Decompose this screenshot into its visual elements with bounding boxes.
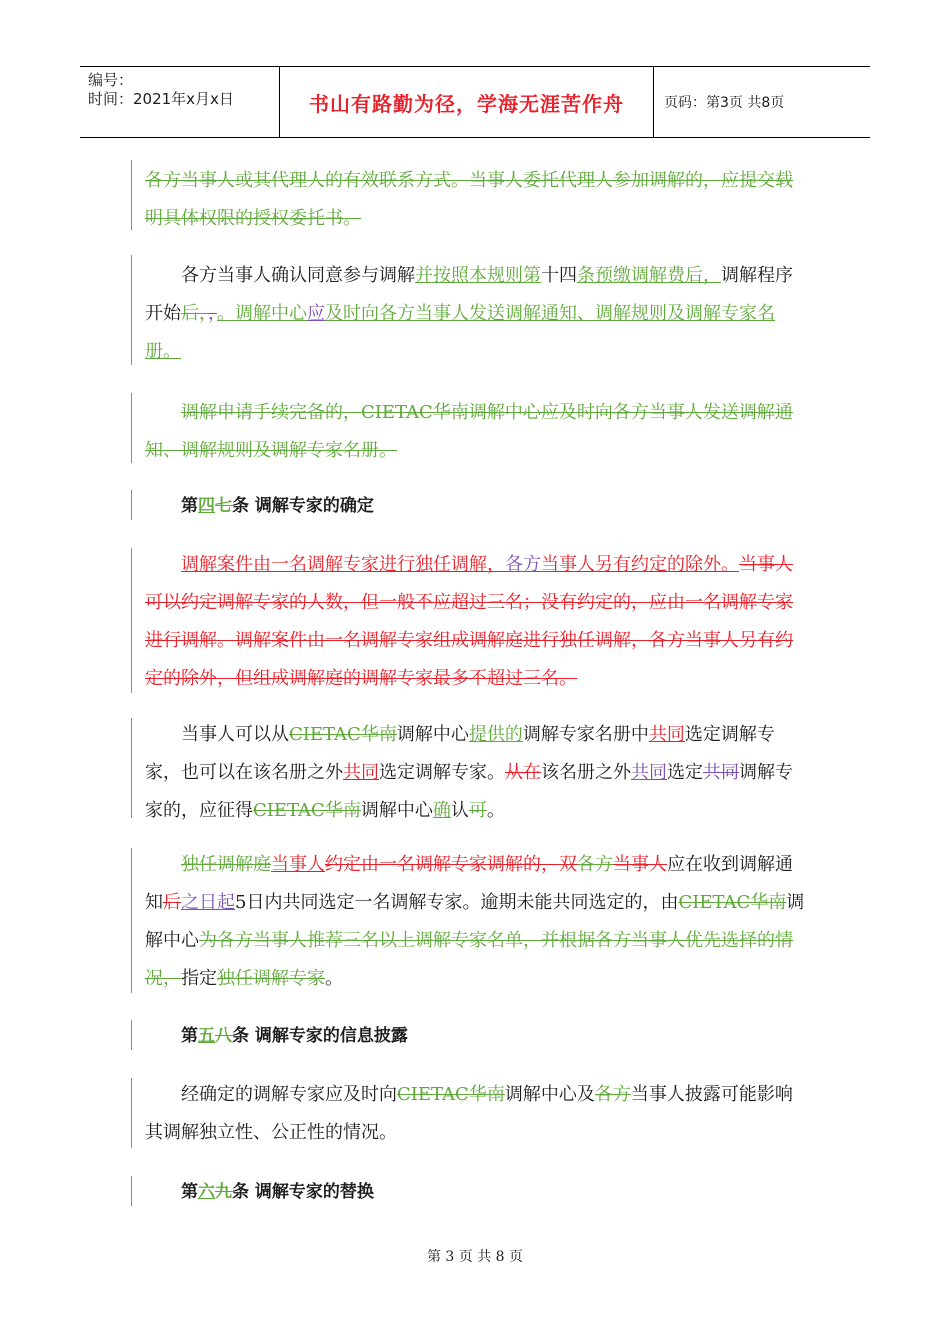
text: 第 bbox=[181, 496, 198, 516]
deleted-text: 各方当事人或其代理人的有效联系方式。当事人委托代理人参加调解的，应提交载明具体权限的授权委托书。 bbox=[145, 170, 793, 229]
text: 十四 bbox=[541, 265, 577, 286]
text: 该名册之外 bbox=[541, 762, 631, 783]
paragraph-select-expert bbox=[145, 716, 810, 830]
text: 调解中心 bbox=[145, 892, 805, 951]
text: 条 调解专家的信息披露 bbox=[232, 1026, 408, 1046]
text: 第 bbox=[181, 1182, 198, 1202]
change-bar bbox=[131, 848, 132, 993]
deleted-text: 各方 bbox=[577, 854, 613, 875]
text: 调解专家名册中 bbox=[522, 724, 649, 745]
deleted-text: CIETAC华南 bbox=[289, 724, 397, 745]
page-footer: 第 3 页 共 8 页 bbox=[426, 1249, 524, 1265]
inserted-text: 条预缴调解费后， bbox=[577, 265, 721, 286]
paragraph-joint-selection bbox=[145, 846, 810, 998]
inserted-text: 四 bbox=[198, 496, 215, 516]
deleted-text: 独任调解庭 bbox=[181, 854, 271, 875]
inserted-text: 及时向各方当事人发送调解通知、调解规则及调解专家名册。 bbox=[145, 303, 775, 362]
text: 指定 bbox=[181, 968, 217, 989]
change-bar bbox=[131, 1176, 132, 1206]
text: 认 bbox=[450, 800, 469, 821]
deleted-text: 后， bbox=[181, 303, 208, 324]
inserted-text: 当事人另有约定的除外。 bbox=[541, 554, 739, 575]
paragraph-procedure-start bbox=[145, 257, 810, 371]
change-bar bbox=[131, 160, 132, 230]
deleted-text: 双 bbox=[559, 854, 577, 875]
deleted-text: 共同 bbox=[703, 762, 739, 783]
deleted-text: 当事人可以约定调解专家的人数，但一般不应超过三名；没有约定的，应由一名调解专家进行调解。调解案件由一名调解专家组成调解庭进行独任调解，各方当事人另有约定的除外，但组成调解庭的调解专家最多不超过三名。 bbox=[145, 554, 793, 689]
text: 调解专家的，应征得 bbox=[145, 762, 793, 821]
inserted-text: 共同 bbox=[631, 762, 667, 783]
deleted-text: CIETAC华南 bbox=[397, 1084, 505, 1105]
deleted-text: 独任调解专家 bbox=[217, 968, 325, 989]
change-bar bbox=[131, 255, 132, 365]
text: 5日内共同选定一名调解专家。逾期未能共同选定的，由 bbox=[235, 892, 679, 913]
deleted-text: 约定由一名调解专家调解的， bbox=[325, 854, 559, 875]
deleted-text: 从在 bbox=[505, 762, 541, 783]
text: 各方当事人确认同意参与调解 bbox=[181, 265, 415, 286]
text: 经确定的调解专家应及时向 bbox=[181, 1084, 397, 1105]
paragraph-application-deleted bbox=[145, 394, 810, 470]
inserted-text: 当事人 bbox=[271, 854, 325, 875]
deleted-text: 七 bbox=[215, 496, 232, 516]
article-heading-replacement bbox=[181, 1173, 846, 1211]
text: 选定调解专家。 bbox=[379, 762, 505, 783]
text: 第 bbox=[181, 1026, 198, 1046]
paragraph-contact-deleted bbox=[145, 162, 810, 238]
deleted-text: 后 bbox=[163, 892, 181, 913]
change-bar bbox=[131, 1078, 132, 1148]
number-label: 编号： bbox=[88, 71, 134, 89]
inserted-text: 六 bbox=[198, 1182, 215, 1202]
deleted-text: 八 bbox=[215, 1026, 232, 1046]
inserted-text: 各方 bbox=[505, 554, 541, 575]
inserted-text: 提供的 bbox=[468, 724, 523, 745]
article-heading-disclosure bbox=[181, 1017, 846, 1055]
text: 选定 bbox=[667, 762, 703, 783]
change-bar bbox=[131, 490, 132, 520]
inserted-text: 共同 bbox=[648, 724, 685, 745]
paragraph-disclosure bbox=[145, 1076, 810, 1152]
change-bar bbox=[131, 718, 132, 818]
change-bar bbox=[131, 393, 132, 463]
text: 当事人可以从 bbox=[181, 724, 289, 745]
header-meta bbox=[80, 67, 280, 137]
inserted-text: 调解案件由一名调解专家进行独任调解， bbox=[181, 554, 505, 575]
text: 。 bbox=[486, 800, 505, 821]
date-label: 时间：2021年x月x日 bbox=[88, 90, 234, 108]
inserted-text: 确 bbox=[432, 800, 451, 821]
deleted-text: 调解申请手续完备的，CIETAC华南调解中心应及时向各方当事人发送调解通知、调解规则及调解专家名册。 bbox=[145, 402, 793, 461]
deleted-text: 当事人 bbox=[613, 854, 667, 875]
deleted-text: CIETAC华南 bbox=[253, 800, 361, 821]
deleted-text: ， bbox=[208, 303, 217, 324]
inserted-text: 五 bbox=[198, 1026, 215, 1046]
text: 调解程序开始 bbox=[145, 265, 793, 324]
inserted-text: 应 bbox=[307, 303, 325, 324]
text: 选定调解专家，也可以在该名册之外 bbox=[145, 724, 775, 783]
inserted-text: 共同 bbox=[343, 762, 379, 783]
deleted-text: 各方 bbox=[594, 1084, 631, 1105]
text: 条 调解专家的确定 bbox=[232, 496, 374, 516]
inserted-text: 之日起 bbox=[181, 892, 235, 913]
paragraph-sole-mediator bbox=[145, 546, 810, 698]
deleted-text: 可 bbox=[468, 800, 487, 821]
header-page-label: 页码：第3页 共8页 bbox=[664, 95, 785, 111]
deleted-text: 为各方当事人推荐三名以上调解专家名单，并根据各方当事人优先选择的情况， bbox=[145, 930, 793, 989]
deleted-text: 九 bbox=[215, 1182, 232, 1202]
text: 应在收到调解通知 bbox=[145, 854, 793, 913]
deleted-text: CIETAC华南 bbox=[678, 892, 787, 913]
inserted-text: 并按照本规则第 bbox=[415, 265, 541, 286]
article-heading-determination bbox=[181, 487, 846, 525]
text: 当事人披露可能影响其调解独立性、公正性的情况。 bbox=[145, 1084, 793, 1143]
header-motto: 书山有路勤为径，学海无涯苦作舟 bbox=[280, 67, 654, 137]
page-header bbox=[80, 66, 870, 138]
text: 调解中心及 bbox=[504, 1084, 595, 1105]
text: 调解中心 bbox=[360, 800, 433, 821]
inserted-text: 。调解中心 bbox=[217, 303, 307, 324]
text: 调解中心 bbox=[396, 724, 469, 745]
text: 。 bbox=[325, 968, 343, 989]
text: 条 调解专家的替换 bbox=[232, 1182, 374, 1202]
change-bar bbox=[131, 548, 132, 693]
change-bar bbox=[131, 1020, 132, 1050]
